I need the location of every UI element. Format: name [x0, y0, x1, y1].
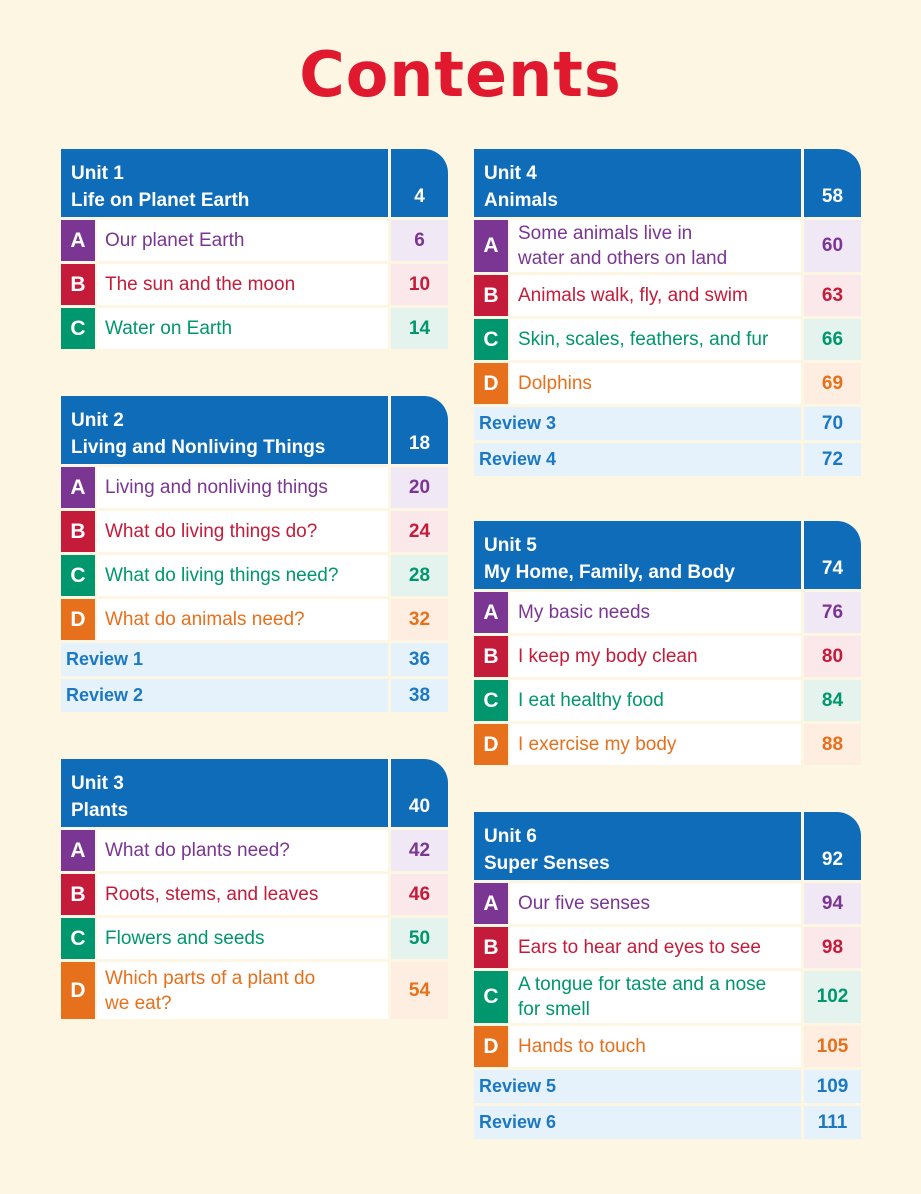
- lesson-letter: A: [61, 220, 95, 261]
- unit-heading: [61, 149, 388, 217]
- lesson-title: Hands to touch: [510, 1026, 801, 1067]
- lesson-title: Our five senses: [510, 883, 801, 924]
- unit-number: Unit 2: [71, 410, 124, 431]
- lesson-page-number: 88: [804, 724, 861, 765]
- lesson-letter: D: [474, 724, 508, 765]
- lesson-title: What do living things need?: [97, 555, 388, 596]
- lesson-letter: B: [474, 275, 508, 316]
- lesson-page-number: 6: [391, 220, 448, 261]
- lesson-page-number: 98: [804, 927, 861, 968]
- lesson-row-c[interactable]: [474, 680, 861, 721]
- lesson-title: Which parts of a plant do we eat?: [105, 967, 316, 1014]
- lesson-title: I exercise my body: [510, 724, 801, 765]
- unit-header[interactable]: [474, 812, 861, 880]
- lesson-row-d[interactable]: [61, 962, 448, 1019]
- lesson-row-c[interactable]: [474, 319, 861, 360]
- lesson-letter: B: [61, 264, 95, 305]
- lesson-page-number: 24: [391, 511, 448, 552]
- unit-header[interactable]: [61, 149, 448, 217]
- lesson-title: Our planet Earth: [97, 220, 388, 261]
- lesson-letter: B: [474, 927, 508, 968]
- lesson-title: A tongue for taste and a nose for smell: [518, 974, 767, 1020]
- unit-name: Life on Planet Earth: [71, 190, 250, 211]
- lesson-title: What do plants need?: [97, 830, 388, 871]
- review-page-number: 109: [804, 1070, 861, 1103]
- lesson-page-number: 60: [804, 220, 861, 272]
- unit-page-number: 4: [391, 149, 448, 217]
- lesson-letter: B: [474, 636, 508, 677]
- lesson-row-b[interactable]: [61, 874, 448, 915]
- lesson-row-d[interactable]: [474, 1026, 861, 1067]
- unit-heading: [474, 812, 801, 880]
- unit-page-number: 40: [391, 759, 448, 827]
- review-title: Review 4: [474, 443, 801, 476]
- lesson-row-c[interactable]: [61, 555, 448, 596]
- lesson-row-b[interactable]: [61, 511, 448, 552]
- lesson-letter: C: [61, 555, 95, 596]
- unit-heading: [61, 759, 388, 827]
- lesson-page-number: 32: [391, 599, 448, 640]
- lesson-letter: D: [474, 1026, 508, 1067]
- lesson-title: Some animals live in water and others on land: [518, 223, 728, 269]
- lesson-letter: C: [474, 971, 508, 1023]
- lesson-row-c[interactable]: [61, 918, 448, 959]
- lesson-title: Skin, scales, feathers, and fur: [510, 319, 801, 360]
- unit-name: Living and Nonliving Things: [71, 437, 326, 458]
- unit-3-block: [61, 759, 448, 1019]
- unit-page-number: 18: [391, 396, 448, 464]
- review-row[interactable]: [61, 679, 448, 712]
- lesson-letter: A: [474, 220, 508, 272]
- review-page-number: 72: [804, 443, 861, 476]
- lesson-title: The sun and the moon: [97, 264, 388, 305]
- lesson-title: I eat healthy food: [510, 680, 801, 721]
- review-page-number: 111: [804, 1106, 861, 1139]
- lesson-page-number: 50: [391, 918, 448, 959]
- lesson-page-number: 94: [804, 883, 861, 924]
- unit-header[interactable]: [474, 521, 861, 589]
- lesson-title: Animals walk, fly, and swim: [510, 275, 801, 316]
- unit-number: Unit 4: [484, 163, 537, 184]
- lesson-letter: A: [61, 467, 95, 508]
- lesson-page-number: 20: [391, 467, 448, 508]
- review-row[interactable]: [61, 643, 448, 676]
- lesson-row-a[interactable]: [474, 220, 861, 272]
- review-row[interactable]: [474, 407, 861, 440]
- lesson-row-c[interactable]: [61, 308, 448, 349]
- unit-name: Animals: [484, 190, 558, 211]
- lesson-page-number: 84: [804, 680, 861, 721]
- lesson-page-number: 10: [391, 264, 448, 305]
- lesson-row-a[interactable]: [61, 830, 448, 871]
- unit-page-number: 74: [804, 521, 861, 589]
- lesson-page-number: 76: [804, 592, 861, 633]
- lesson-title: I keep my body clean: [510, 636, 801, 677]
- lesson-page-number: 54: [391, 962, 448, 1019]
- lesson-letter: C: [474, 680, 508, 721]
- page-title: Contents: [299, 38, 622, 111]
- lesson-row-b[interactable]: [474, 636, 861, 677]
- review-row[interactable]: [474, 1106, 861, 1139]
- review-row[interactable]: [474, 443, 861, 476]
- lesson-title: Living and nonliving things: [97, 467, 388, 508]
- review-title: Review 5: [474, 1070, 801, 1103]
- review-title: Review 3: [474, 407, 801, 440]
- lesson-page-number: 42: [391, 830, 448, 871]
- lesson-letter: C: [61, 918, 95, 959]
- unit-number: Unit 6: [484, 826, 537, 847]
- unit-name: My Home, Family, and Body: [484, 562, 735, 583]
- lesson-title: Dolphins: [510, 363, 801, 404]
- lesson-letter: C: [474, 319, 508, 360]
- unit-6-block: [474, 812, 861, 1139]
- unit-name: Super Senses: [484, 853, 610, 874]
- unit-4-block: [474, 149, 861, 476]
- lesson-row-a[interactable]: [474, 883, 861, 924]
- unit-page-number: 92: [804, 812, 861, 880]
- lesson-row-b[interactable]: [474, 927, 861, 968]
- unit-number: Unit 5: [484, 535, 537, 556]
- review-page-number: 36: [391, 643, 448, 676]
- lesson-letter: D: [61, 599, 95, 640]
- lesson-row-b[interactable]: [61, 264, 448, 305]
- lesson-letter: D: [474, 363, 508, 404]
- unit-number: Unit 3: [71, 773, 124, 794]
- unit-heading: [61, 396, 388, 464]
- unit-2-block: [61, 396, 448, 712]
- review-title: Review 1: [61, 643, 388, 676]
- review-title: Review 2: [61, 679, 388, 712]
- lesson-page-number: 80: [804, 636, 861, 677]
- lesson-title: What do animals need?: [97, 599, 388, 640]
- lesson-page-number: 102: [804, 971, 861, 1023]
- lesson-page-number: 46: [391, 874, 448, 915]
- lesson-row-a[interactable]: [61, 467, 448, 508]
- unit-5-block: [474, 521, 861, 765]
- lesson-letter: A: [474, 883, 508, 924]
- lesson-row-a[interactable]: [61, 220, 448, 261]
- unit-header[interactable]: [61, 396, 448, 464]
- lesson-title: My basic needs: [510, 592, 801, 633]
- lesson-title: Flowers and seeds: [97, 918, 388, 959]
- lesson-title: Water on Earth: [97, 308, 388, 349]
- lesson-row-d[interactable]: [474, 724, 861, 765]
- lesson-letter: A: [474, 592, 508, 633]
- lesson-row-b[interactable]: [474, 275, 861, 316]
- unit-header[interactable]: [474, 149, 861, 217]
- unit-header[interactable]: [61, 759, 448, 827]
- unit-page-number: 58: [804, 149, 861, 217]
- lesson-letter: B: [61, 511, 95, 552]
- unit-name: Plants: [71, 800, 129, 821]
- review-page-number: 38: [391, 679, 448, 712]
- lesson-letter: B: [61, 874, 95, 915]
- lesson-title: Ears to hear and eyes to see: [510, 927, 801, 968]
- lesson-page-number: 66: [804, 319, 861, 360]
- lesson-row-d[interactable]: [61, 599, 448, 640]
- lesson-letter: D: [61, 962, 95, 1019]
- unit-1-block: [61, 149, 448, 349]
- lesson-row-a[interactable]: [474, 592, 861, 633]
- review-page-number: 70: [804, 407, 861, 440]
- lesson-title: What do living things do?: [97, 511, 388, 552]
- lesson-row-c[interactable]: [474, 971, 861, 1023]
- unit-heading: [474, 521, 801, 589]
- lesson-title: Roots, stems, and leaves: [97, 874, 388, 915]
- review-title: Review 6: [474, 1106, 801, 1139]
- lesson-page-number: 14: [391, 308, 448, 349]
- lesson-page-number: 69: [804, 363, 861, 404]
- lesson-page-number: 28: [391, 555, 448, 596]
- unit-heading: [474, 149, 801, 217]
- unit-number: Unit 1: [71, 163, 124, 184]
- lesson-row-d[interactable]: [474, 363, 861, 404]
- review-row[interactable]: [474, 1070, 861, 1103]
- lesson-page-number: 105: [804, 1026, 861, 1067]
- lesson-letter: A: [61, 830, 95, 871]
- lesson-page-number: 63: [804, 275, 861, 316]
- lesson-letter: C: [61, 308, 95, 349]
